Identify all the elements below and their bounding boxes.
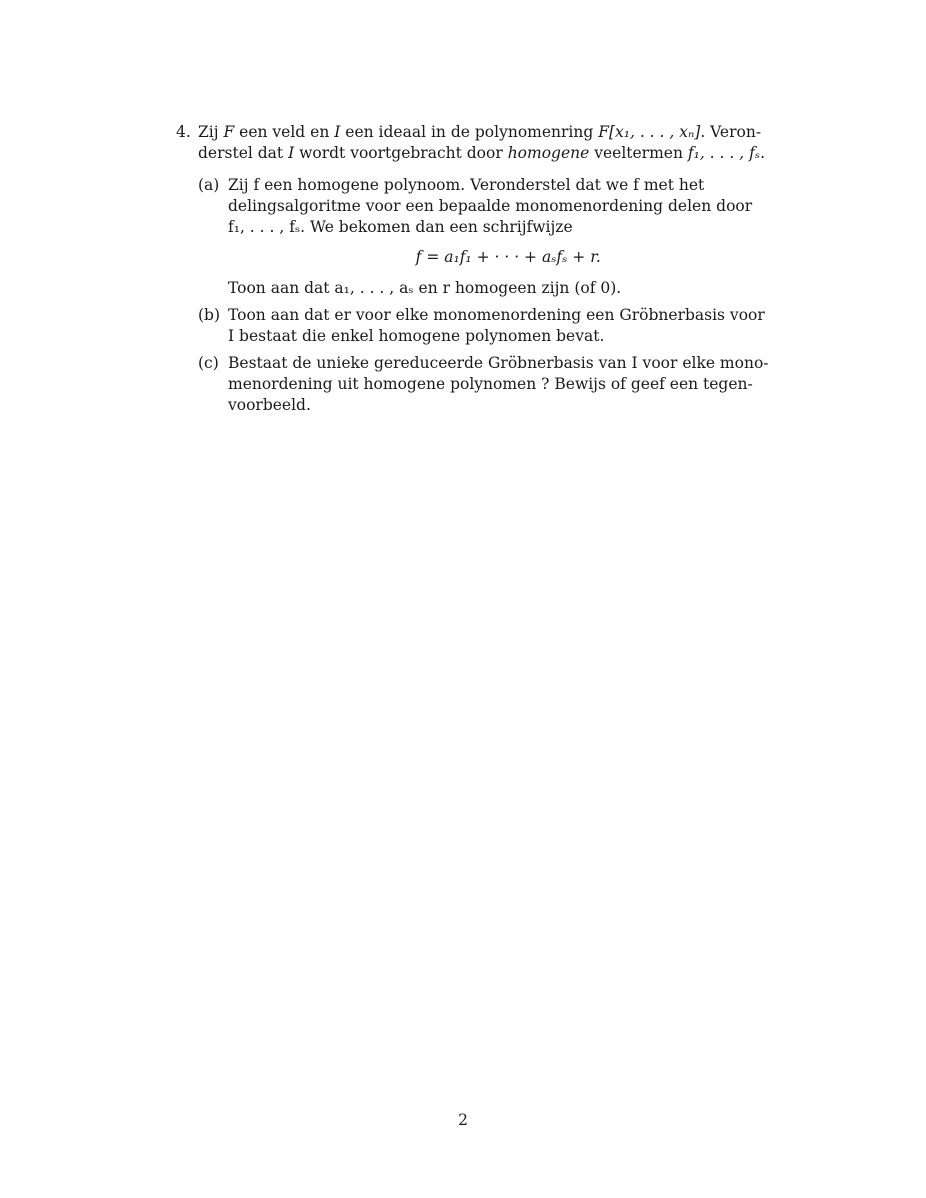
math-I: I	[334, 123, 341, 141]
subquestion-label: (b)	[198, 306, 221, 324]
subquestion-b-line-2: I bestaat die enkel homogene polynomen bevat.	[228, 327, 605, 345]
text-fragment: wordt voortgebracht door	[294, 144, 508, 162]
math-polynomial-ring: F[x₁, . . . , xₙ]	[598, 123, 701, 141]
subquestion-c-line-3: voorbeeld.	[228, 396, 311, 414]
emphasis-homogene: homogene	[507, 144, 590, 162]
subquestion-b	[198, 305, 769, 347]
page-number: 2	[458, 1111, 468, 1129]
problem-4	[176, 122, 769, 422]
intro-word	[198, 122, 761, 143]
subquestion-c	[198, 353, 769, 416]
math-F: F	[223, 123, 235, 141]
text-fragment: een veld en	[234, 123, 335, 141]
text-fragment: een ideaal in de polynomenring	[340, 123, 599, 141]
subquestion-a-line-1: Zij f een homogene polynoom. Veronderstel dat we f met het	[228, 176, 705, 194]
subquestions	[198, 175, 769, 416]
subquestion-body	[228, 353, 769, 416]
subquestion-body	[228, 305, 769, 347]
subquestion-body	[228, 175, 769, 299]
subquestion-label: (a)	[198, 176, 220, 194]
problem-statement	[198, 122, 769, 422]
subquestion-c-line-1: Bestaat de unieke gereduceerde Gröbnerbasis van I voor elke mono-	[228, 354, 769, 372]
subquestion-label: (c)	[198, 354, 219, 372]
subquestion-a	[198, 175, 769, 299]
math-generators: f₁, . . . , fₛ	[687, 144, 761, 162]
math-I: I	[288, 144, 295, 162]
division-equation: f = a₁f₁ + · · · + aₛfₛ + r.	[415, 248, 601, 266]
subquestion-b-line-1: Toon aan dat er voor elke monomenordening een Gröbnerbasis voor	[228, 306, 765, 324]
problem-intro-line-2	[198, 143, 769, 164]
problem-intro-line-1	[198, 122, 769, 143]
subquestion-c-line-2: menordening uit homogene polynomen ? Bewijs of geef een tegen-	[228, 375, 753, 393]
text-fragment: derstel dat	[198, 144, 289, 162]
text-fragment: Zij	[198, 123, 224, 141]
exercise-content	[176, 122, 769, 422]
text-fragment: . Veron-	[700, 123, 762, 141]
subquestion-a-line-4: Toon aan dat a₁, . . . , aₛ en r homogeen zijn (of 0).	[228, 279, 622, 297]
subquestion-a-line-2: delingsalgoritme voor een bepaalde monomenordening delen door	[228, 197, 753, 215]
problem-number: 4.	[176, 123, 191, 141]
text-fragment: veeltermen	[589, 144, 688, 162]
text-fragment: .	[760, 144, 765, 162]
subquestion-a-line-3: f₁, . . . , fₛ. We bekomen dan een schrijfwijze	[228, 218, 573, 236]
